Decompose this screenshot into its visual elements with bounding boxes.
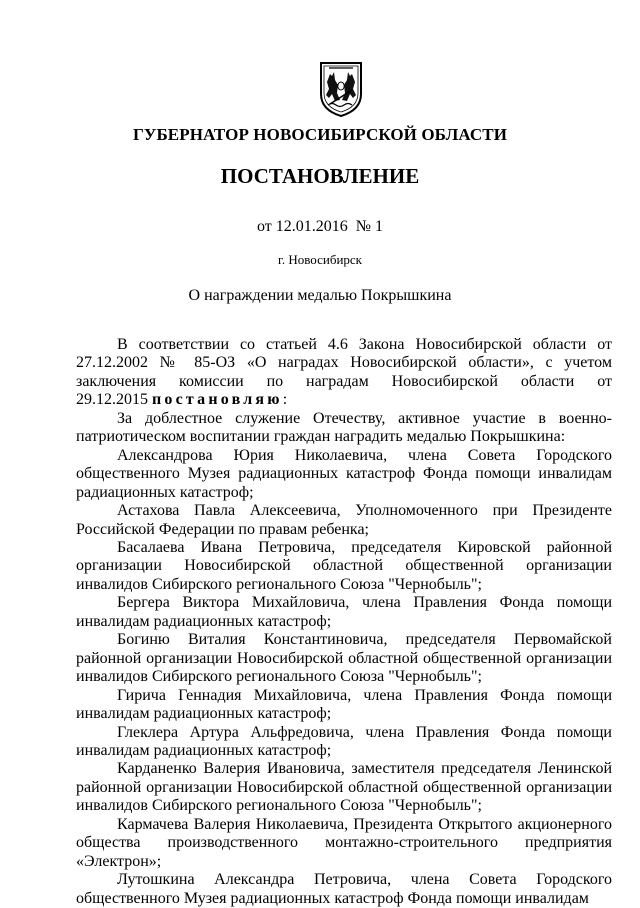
awardee-paragraph: Бергера Виктора Михайловича, члена Правления Фонда помощи инвалидам радиационных катастроф; — [76, 594, 612, 630]
awardee-paragraph: Богиню Виталия Константиновича, председателя Первомайской районной организации Новосибирской областной общественной организации инвалидов Сибирского регионального Союза "Чернобыль"; — [76, 631, 612, 686]
novosibirsk-coat-of-arms-icon — [318, 60, 364, 118]
awardee-paragraph: Астахова Павла Алексеевича, Уполномоченного при Президенте Российской Федерации по правам ребенка; — [76, 502, 612, 538]
preamble-text: В соответствии со статьей 4.6 Закона Новосибирской области от 27.12.2002 № 85-ОЗ «О наградах Новосибирской области», с учетом заключения комиссии по наградам Новосибирской области от 29.12.2015 — [76, 336, 612, 409]
awardee-paragraph: Глеклера Артура Альфредовича, члена Правления Фонда помощи инвалидам радиационных катастроф; — [76, 723, 612, 759]
document-number: 1 — [375, 218, 384, 235]
awardee-paragraph: Александрова Юрия Николаевича, члена Совета Городского общественного Музея радиационных катастроф Фонда помощи инвалидам радиационных катастроф; — [76, 446, 612, 501]
preamble-paragraph — [76, 336, 612, 410]
awardee-paragraph: Карданенко Валерия Ивановича, заместителя председателя Ленинской районной организации Новосибирской областной общественной организации инвалидов Сибирского регионального Союза "Чернобыль"; — [76, 760, 612, 815]
awardee-paragraph: Лутошкина Александра Петровича, члена Совета Городского общественного Музея радиационных катастроф Фонда помощи инвалидам — [76, 871, 612, 907]
date-number-line — [0, 217, 640, 237]
awardee-paragraph: Басалаева Ивана Петровича, председателя Кировской районной организации Новосибирской областной общественной организации инвалидов Сибирского регионального Союза "Чернобыль"; — [76, 538, 612, 593]
document-subject: О награждении медалью Покрышкина — [188, 287, 452, 304]
decree-word: постановляю — [152, 391, 283, 409]
awardee-paragraph: Гирича Геннадия Михайловича, члена Правления Фонда помощи инвалидам радиационных катастроф; — [76, 686, 612, 723]
document-date: 12.01.2016 — [275, 218, 348, 235]
issuing-authority: ГУБЕРНАТОР НОВОСИБИРСКОЙ ОБЛАСТИ — [132, 125, 508, 144]
document-body — [76, 336, 612, 908]
date-prefix: от — [256, 218, 272, 235]
document-type: ПОСТАНОВЛЕНИЕ — [220, 164, 420, 188]
award-intro-paragraph: За доблестное служение Отечеству, активное участие в военно-патриотическом воспитании граждан наградить медалью Покрышкина: — [76, 409, 612, 446]
decree-punctuation: : — [282, 391, 288, 409]
document-city: г. Новосибирск — [277, 252, 362, 267]
number-prefix: № — [355, 218, 372, 235]
awardee-paragraph: Кармачева Валерия Николаевича, Президента Открытого акционерного общества производственного монтажно-строительного предприятия «Электрон»; — [76, 815, 612, 870]
